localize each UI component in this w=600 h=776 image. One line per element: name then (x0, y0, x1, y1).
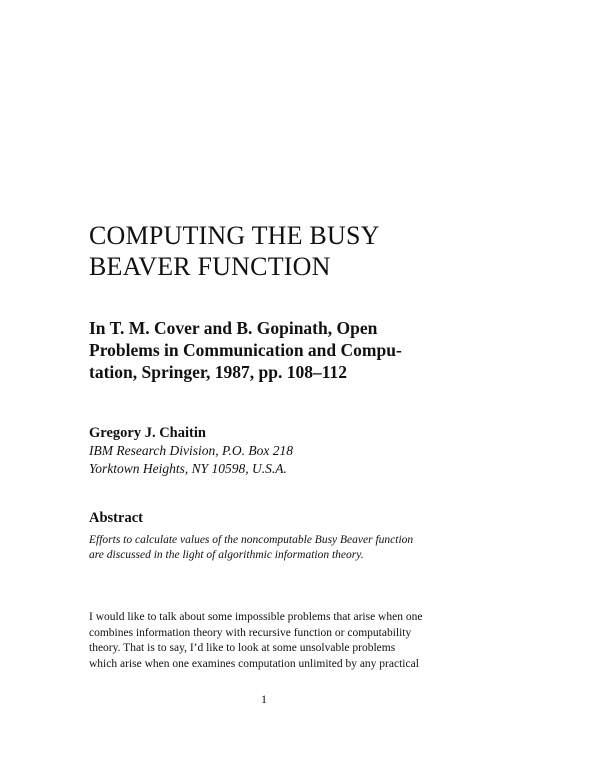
author-affiliation: IBM Research Division, P.O. Box 218 (89, 443, 293, 458)
citation-line: Problems in Communication and Compu- (89, 340, 402, 360)
body-line: I would like to talk about some impossible problems that arise when one (89, 611, 423, 623)
body-line: combines information theory with recursive function or computability (89, 626, 412, 639)
abstract-heading: Abstract (89, 510, 143, 526)
title-line: COMPUTING THE BUSY (89, 221, 380, 250)
author-address: Yorktown Heights, NY 10598, U.S.A. (89, 461, 287, 476)
abstract-line: are discussed in the light of algorithmic information theory. (89, 549, 364, 561)
abstract-line: Efforts to calculate values of the noncomputable Busy Beaver function (89, 534, 414, 546)
paper-title (89, 220, 509, 282)
publication-citation (89, 317, 449, 383)
citation-line: tation, Springer, 1987, pp. 108–112 (89, 362, 348, 382)
abstract-text (89, 533, 449, 563)
body-line: which arise when one examines computation unlimited by any practical (89, 657, 419, 670)
page-number: 1 (261, 692, 267, 706)
author-name: Gregory J. Chaitin (89, 425, 206, 441)
body-paragraph (89, 610, 449, 672)
title-line: BEAVER FUNCTION (89, 252, 331, 281)
body-line: theory. That is to say, I’d like to look at some unsolvable problems (89, 642, 396, 654)
author-block (89, 424, 449, 478)
citation-line: In T. M. Cover and B. Gopinath, Open (89, 318, 378, 338)
